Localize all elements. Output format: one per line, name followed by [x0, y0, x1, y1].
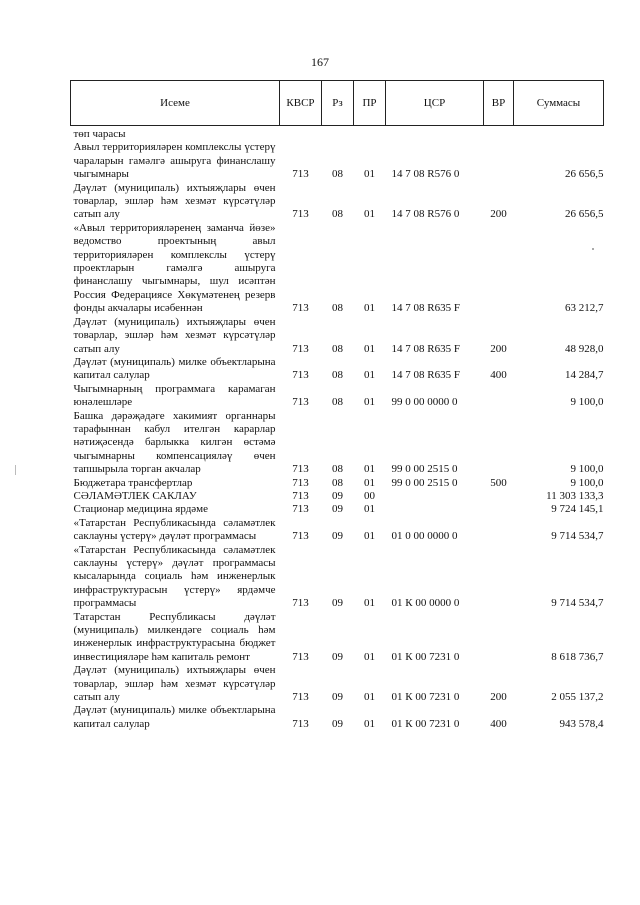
cell-name: СӘЛАМӘТЛЕК САКЛАУ: [73, 489, 197, 502]
cell-name: Стационар медицина ярдәме: [73, 503, 209, 516]
header-name: Исеме: [71, 81, 280, 126]
cell-sum: 9 714 534,7: [551, 597, 604, 610]
cell-csr: 01 К 00 0000 0: [391, 597, 460, 610]
cell-name: Татарстан Республикасы дәүләт (муниципаль) милкендәге социаль һәм инженерлык инфраструктурасына бюджет инвестицияләре һәм капиталь ремонт: [73, 610, 276, 663]
cell-name: «Татарстан Республикасында сәламәтлек саклауны үстерү» дәүләт программасы кысаларында социаль һәм инженерлык инфраструктурасын үстерү» ярдәмче программасы: [73, 543, 276, 610]
cell-csr: 99 0 00 0000 0: [391, 396, 458, 409]
cell-kvsr: 713: [292, 691, 309, 704]
cell-pr: 00: [364, 489, 375, 502]
cell-rz: 09: [332, 489, 343, 502]
table-row: [71, 316, 604, 356]
cell-pr: 01: [364, 650, 375, 663]
scan-speck: [592, 248, 594, 250]
cell-vr: 400: [490, 369, 507, 382]
cell-kvsr: 713: [292, 463, 309, 476]
cell-rz: 09: [332, 691, 343, 704]
cell-vr: [484, 410, 514, 477]
cell-pr: 01: [364, 691, 375, 704]
cell-sum: 26 656,5: [565, 208, 604, 221]
cell-sum: 9 100,0: [570, 463, 604, 476]
table-row: [71, 477, 604, 490]
cell-name: Авыл территорияләрен комплекслы үстерү чараларын гамәлгә ашыруга финанслашу чыгымнары: [73, 141, 276, 181]
cell-rz: 08: [332, 302, 343, 315]
cell-vr: [484, 490, 514, 503]
table-row: [71, 544, 604, 611]
table-row: [71, 182, 604, 222]
page-number: 167: [311, 55, 329, 69]
cell-pr: 01: [364, 463, 375, 476]
cell-name: Башка дәрәҗәдәге хакимият органнары тарафыннан кабул ителгән карарлар нәтиҗәсендә барлыкка килгән өстәмә чыгымнарны компенсацияләү өчен тапшырыла торган акчалар: [73, 409, 276, 476]
budget-table: [70, 80, 604, 731]
cell-csr: 99 0 00 2515 0: [391, 476, 458, 489]
table-row: [71, 383, 604, 410]
table-body: [71, 126, 604, 732]
cell-rz: 08: [332, 208, 343, 221]
cell-pr: 01: [364, 717, 375, 730]
cell-sum: 9 714 534,7: [551, 530, 604, 543]
cell-pr: 01: [364, 208, 375, 221]
table-row: [71, 611, 604, 665]
cell-rz: 09: [332, 650, 343, 663]
cell-rz: 09: [332, 717, 343, 730]
cell-rz: 08: [332, 463, 343, 476]
table-row: [71, 503, 604, 516]
cell-pr: 01: [364, 597, 375, 610]
cell-kvsr: 713: [292, 208, 309, 221]
cell-vr: 200: [490, 342, 507, 355]
cell-sum: 8 618 736,7: [551, 650, 604, 663]
cell-pr: 01: [364, 342, 375, 355]
cell-vr: [484, 517, 514, 544]
cell-sum: 9 100,0: [570, 476, 604, 489]
cell-rz: 08: [332, 342, 343, 355]
cell-csr: 14 7 08 R576 0: [391, 168, 460, 181]
table-row: [71, 517, 604, 544]
cell-kvsr: 713: [292, 168, 309, 181]
cell-pr: 01: [364, 396, 375, 409]
cell-kvsr: 713: [292, 489, 309, 502]
cell-name: Дәүләт (муниципаль) милке объектларына капитал салулар: [73, 704, 276, 730]
margin-mark: [15, 465, 16, 475]
cell-kvsr: 713: [292, 476, 309, 489]
table-row: [71, 410, 604, 477]
header-kvsr: КВСР: [280, 81, 322, 126]
cell-pr: 01: [364, 476, 375, 489]
table-row: [71, 126, 604, 142]
cell-name: Дәүләт (муниципаль) ихтыяҗлары өчен товарлар, эшләр һәм хезмәт күрсәтүләр сатып алу: [73, 664, 276, 704]
cell-rz: 08: [332, 476, 343, 489]
cell-sum: 9 100,0: [570, 396, 604, 409]
cell-kvsr: 713: [292, 396, 309, 409]
header-pr: ПР: [354, 81, 386, 126]
cell-pr: 01: [364, 503, 375, 516]
cell-vr: 200: [490, 208, 507, 221]
cell-vr: [484, 611, 514, 665]
table-row: [71, 704, 604, 731]
cell-vr: [484, 383, 514, 410]
cell-vr: [484, 222, 514, 316]
cell-name: «Татарстан Республикасында сәламәтлек саклауны үстерү» дәүләт программасы: [73, 516, 276, 543]
cell-sum: 26 656,5: [565, 168, 604, 181]
cell-pr: 01: [364, 369, 375, 382]
cell-csr: 99 0 00 2515 0: [391, 463, 458, 476]
cell-csr: 01 0 00 0000 0: [391, 530, 458, 543]
cell-name: Дәүләт (муниципаль) ихтыяҗлары өчен товарлар, эшләр һәм хезмәт күрсәтүләр сатып алу: [73, 181, 276, 221]
header-vr: ВР: [484, 81, 514, 126]
cell-pr: [354, 126, 386, 142]
cell-sum: 14 284,7: [565, 369, 604, 382]
cell-rz: 08: [332, 369, 343, 382]
cell-kvsr: 713: [292, 597, 309, 610]
cell-pr: 01: [364, 168, 375, 181]
cell-sum: 63 212,7: [565, 302, 604, 315]
cell-name: Дәүләт (муниципаль) милке объектларына капитал салулар: [73, 355, 276, 382]
table-row: [71, 141, 604, 181]
cell-name: төп чарасы: [73, 128, 126, 140]
cell-kvsr: 713: [292, 650, 309, 663]
cell-vr: 200: [490, 691, 507, 704]
cell-pr: 01: [364, 302, 375, 315]
cell-csr: 14 7 08 R576 0: [391, 208, 460, 221]
cell-name: Чыгымнарның программага карамаган юнәлешләре: [73, 382, 276, 409]
cell-kvsr: 713: [292, 342, 309, 355]
cell-rz: 08: [332, 168, 343, 181]
cell-rz: [322, 126, 354, 142]
table-row: [71, 222, 604, 316]
cell-vr: 400: [490, 717, 507, 730]
cell-pr: 01: [364, 530, 375, 543]
cell-sum: [514, 126, 604, 142]
cell-rz: 08: [332, 396, 343, 409]
cell-sum: 11 303 133,3: [546, 489, 604, 502]
cell-csr: 14 7 08 R635 F: [391, 342, 460, 355]
cell-vr: 500: [490, 476, 507, 489]
cell-vr: [484, 141, 514, 181]
cell-csr: [386, 503, 484, 516]
cell-sum: 48 928,0: [565, 342, 604, 355]
header-rz: Рз: [322, 81, 354, 126]
header-sum: Суммасы: [514, 81, 604, 126]
cell-kvsr: 713: [292, 717, 309, 730]
cell-sum: 2 055 137,2: [551, 691, 604, 704]
cell-rz: 09: [332, 597, 343, 610]
cell-rz: 09: [332, 530, 343, 543]
cell-csr: [386, 126, 484, 142]
cell-sum: 943 578,4: [559, 717, 604, 730]
table-header: [71, 81, 604, 126]
cell-csr: [386, 490, 484, 503]
cell-kvsr: 713: [292, 369, 309, 382]
cell-name: «Авыл территорияләренең заманча йөзе» ведомство проектының авыл территорияләрен комплекслы үстерү проектларын гамәлгә ашыруга финанслашу чыгымнары, шул исәптән Россия Федерациясе Хөкүмәтенең резерв фонды акчалары исәбеннән: [73, 221, 276, 315]
cell-sum: 9 724 145,1: [551, 503, 604, 516]
table-row: [71, 490, 604, 503]
cell-kvsr: 713: [292, 503, 309, 516]
table-row: [71, 356, 604, 383]
table-row: [71, 664, 604, 704]
cell-vr: [484, 544, 514, 611]
cell-kvsr: 713: [292, 530, 309, 543]
header-csr: ЦСР: [386, 81, 484, 126]
cell-csr: 01 К 00 7231 0: [391, 691, 460, 704]
cell-name: Бюджетара трансфертлар: [73, 476, 193, 489]
cell-rz: 09: [332, 503, 343, 516]
cell-kvsr: [280, 126, 322, 142]
cell-kvsr: 713: [292, 302, 309, 315]
cell-csr: 01 К 00 7231 0: [391, 717, 460, 730]
cell-vr: [484, 503, 514, 516]
cell-csr: 01 К 00 7231 0: [391, 650, 460, 663]
cell-csr: 14 7 08 R635 F: [391, 302, 460, 315]
cell-csr: 14 7 08 R635 F: [391, 369, 460, 382]
cell-name: Дәүләт (муниципаль) ихтыяҗлары өчен товарлар, эшләр һәм хезмәт күрсәтүләр сатып алу: [73, 315, 276, 355]
cell-vr: [484, 126, 514, 142]
